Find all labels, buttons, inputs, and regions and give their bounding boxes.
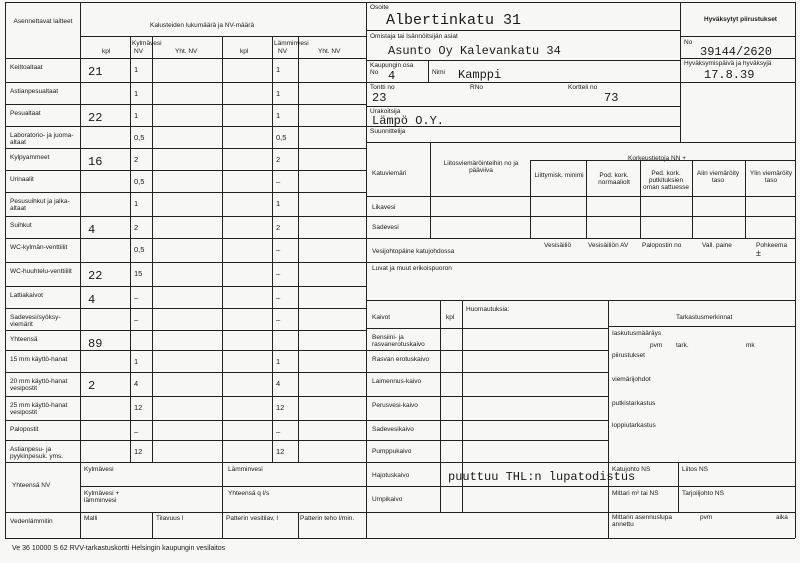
row-nv2: – [276, 269, 281, 278]
insp-item: loppiutarkastus [612, 422, 656, 429]
kaivot-label: Kaivot [372, 314, 391, 321]
wells-kpl-label: kpl [446, 314, 455, 321]
owner-label: Omistaja tai Isännöitsijän asiat [370, 33, 458, 40]
insp-item: Katujohto NS [612, 466, 651, 473]
cold-header: Kylmävesi [132, 40, 162, 47]
row-label: Palopostit [10, 426, 39, 433]
totals-cold-warm: Kylmävesi + lämminvesi [84, 490, 120, 504]
row-kpl: 89 [88, 337, 103, 351]
row-nv: 0,5 [134, 245, 145, 254]
yht-nv-header: Yht. NV [175, 48, 198, 55]
row-label: Kylpyammeet [10, 154, 50, 161]
likavesi-label: Likavesi [372, 204, 396, 211]
insp-item: Mittari m² tai NS [612, 490, 659, 497]
liitos-label: Liitosviemäröinteihin no ja pääviiva [443, 160, 519, 174]
row-nv: – [134, 427, 139, 436]
row-label: WC-huuhtelu-venttiilit [10, 268, 72, 275]
row-label: Lattiakaivot [10, 292, 43, 299]
liittymis-label: Liittymisk. minimi [534, 172, 584, 179]
row-label: Laboratorio- ja juoma-altaat [10, 132, 74, 146]
meter-malli: Malli [84, 515, 98, 522]
row-nv: 1 [134, 357, 139, 366]
row-nv2: 1 [276, 65, 281, 74]
approved-no: 39144/2620 [700, 45, 773, 59]
pvm-label: pvm [650, 342, 663, 349]
row-kpl: 22 [88, 269, 103, 283]
tark-label: tark. [676, 342, 689, 349]
row-nv2: 12 [276, 447, 285, 456]
insp-item: piirustukset [612, 352, 645, 359]
rno-label: RNo [470, 84, 484, 91]
meter-patterin-teho: Patterin teho l/min. [300, 515, 355, 522]
row-nv2: 1 [276, 199, 281, 208]
row-label: Yhteensä [10, 336, 38, 343]
row-kpl: 16 [88, 155, 103, 169]
row-nv2: 2 [276, 155, 281, 164]
vesisaliko-label: Vesisäiliö [544, 242, 572, 249]
lupat-label: Luvat ja muut erikoispuoron [372, 265, 452, 272]
row-kpl: 2 [88, 379, 96, 393]
district-no: 4 [388, 69, 396, 83]
owner-value: Asunto Oy Kalevankatu 34 [388, 44, 561, 58]
row-label: Suihkut [10, 222, 32, 229]
well-item: Sadevesikaivo [372, 426, 414, 433]
row-label: 25 mm käyttö-hanat vesipostit [10, 402, 68, 416]
vall-paine-label: Vall. paine [702, 242, 732, 249]
meter-tilavuus: Tilavuus l [156, 515, 184, 522]
totals-warm: Lämminvesi [228, 466, 263, 473]
totals-cold: Kylmävesi [84, 466, 114, 473]
row-nv: 2 [134, 155, 139, 164]
contractor-value: Lämpö O.Y. [372, 114, 445, 128]
well-item: Rasvan erotuskaivo [372, 356, 430, 363]
row-nv: – [134, 293, 139, 302]
row-label: Urinaalit [10, 176, 34, 183]
pvm2-label: pvm [700, 514, 713, 521]
supervisor-label: Suunnittelija [370, 128, 406, 135]
row-label: Pesusuihkut ja jalka-altaat [10, 198, 70, 212]
row-nv2: – [276, 245, 281, 254]
huom-label: Huomautuksia: [466, 306, 510, 313]
row-label: Astianpesu- ja pyykinpesuk. yms. [10, 446, 64, 460]
mk-label: mk [746, 342, 755, 349]
row-nv2: – [276, 177, 281, 186]
approved-date: 17.8.39 [704, 68, 755, 82]
contractor-label: Urakoitsija [370, 108, 401, 115]
row-nv2: – [276, 293, 281, 302]
row-nv: 0,5 [134, 177, 145, 186]
row-nv2: 1 [276, 111, 281, 120]
approved-title: Hyväksytyt piirustukset [704, 16, 777, 23]
nv2-header: NV [278, 48, 288, 55]
kpl2-header: kpl [240, 48, 249, 55]
row-nv2: 0,5 [276, 133, 287, 142]
ped-kork-label: Ped. kork. putkituksien oman sattuesse [643, 170, 689, 191]
fixture-counts-header: Kalusteiden lukumäärä ja NV-määrä [150, 22, 255, 29]
street-label: Osoite [370, 4, 389, 11]
meter-patterin-vesitilavuus: Patterin vesitilav, l [226, 515, 278, 522]
pm-mark: ± [756, 248, 761, 258]
palopostin-label: Palopostin no [642, 242, 682, 249]
warm-header: Lämminvesi [274, 40, 309, 47]
yht-nv2-header: Yht. NV [318, 48, 341, 55]
row-kpl: 4 [88, 293, 96, 307]
district-name-label: Nimi [432, 69, 445, 76]
footer: Ve 36 10000 S 62 RVV-tarkastuskortti Helsingin kaupungin vesilaitos [12, 545, 226, 552]
row-nv2: – [276, 315, 281, 324]
tarjoiljohto-label: Tarjoiljohto NS [682, 490, 724, 497]
row-nv: 2 [134, 223, 139, 232]
district-no-label: No [370, 69, 379, 76]
row-nv: 12 [134, 403, 143, 412]
well-item: Perusvesi-kaivo [372, 402, 418, 409]
hajotus-note: puuttuu THL:n lupatodistus [448, 470, 636, 484]
tarkastus-label: Tarkastusmerkinnat [676, 314, 733, 321]
totals-total: Yhteensä q l/s [228, 490, 270, 497]
insp-item: Iaskutusmääräys [612, 330, 662, 337]
row-nv: 15 [134, 269, 143, 278]
row-label: Pesualtaat [10, 110, 41, 117]
row-nv: 1 [134, 65, 139, 74]
room-types-header: Asennettavat laitteet [13, 18, 73, 25]
vesijohto-label: Vesijohtopäine katujohdossa [372, 248, 455, 255]
well-item: Pumppukaivo [372, 448, 412, 455]
pohj-label: Pod. kork. normaaliolt [598, 172, 630, 186]
row-nv2: – [276, 427, 281, 436]
district-label: Kaupungin osa [370, 62, 414, 69]
approved-no-label: No [684, 39, 693, 46]
nv-header: NV [134, 48, 144, 55]
well-item: Hajotuskaivo [372, 472, 410, 479]
street-value: Albertinkatu 31 [386, 12, 522, 29]
well-item: Umpikaivo [372, 496, 403, 503]
insp-item: Mittarin asennuslupa annettu [612, 514, 672, 528]
row-label: Sadevesi/syöksy-viemärit [10, 314, 61, 328]
row-nv2: 4 [276, 379, 281, 388]
row-label: Keittoaltaat [10, 64, 43, 71]
row-nv2: 2 [276, 223, 281, 232]
liitos-ns-label: Liitos NS [682, 466, 709, 473]
approved-date-label: Hyväksymispäivä ja hyväksyjä [684, 60, 772, 67]
row-label: Astianpesualtaat [10, 88, 59, 95]
row-nv: 0,5 [134, 133, 145, 142]
row-kpl: 4 [88, 223, 96, 237]
row-nv: 1 [134, 111, 139, 120]
row-kpl: 21 [88, 65, 103, 79]
katuviemari-label: Katuviemäri [372, 170, 407, 177]
sadevesi-label: Sadevesi [372, 224, 399, 231]
row-label: 20 mm käyttö-hanat vesipostit [10, 378, 68, 392]
aika-label: aika [776, 514, 788, 521]
row-nv2: 1 [276, 89, 281, 98]
row-nv: 1 [134, 89, 139, 98]
kortteli-value: 73 [604, 91, 619, 105]
korkeus-label: Korkeustietoja NN + [628, 155, 686, 162]
row-nv2: 12 [276, 403, 285, 412]
row-label: WC-kylmän-venttiilit [10, 244, 68, 251]
row-label: 15 mm käyttö-hanat [10, 356, 68, 363]
row-kpl: 22 [88, 111, 103, 125]
kortteli-label: Kortteli no [568, 84, 598, 91]
vesisaliko-av-label: Vesisäiliön AV [588, 242, 629, 249]
insp-item: viemärijohdot [612, 376, 651, 383]
alin-label: Alin viemäröity taso [696, 170, 740, 184]
row-nv2: 1 [276, 357, 281, 366]
row-nv: 1 [134, 199, 139, 208]
block-value: 23 [372, 91, 387, 105]
meter-label: Vedenlämmitin [10, 518, 53, 525]
totals-label: Yhteensä NV [12, 482, 51, 489]
district-name: Kamppi [458, 68, 502, 82]
pohkama-label: Pohkeema [756, 242, 788, 249]
well-item: Laimennus-kaivo [372, 378, 422, 385]
insp-item: putkistarkastus [612, 400, 656, 407]
ylin-label: Ylin viemäröity taso [749, 170, 793, 184]
well-item: Bensiini- ja rasvanerotuskaivo [372, 334, 425, 348]
row-nv: 4 [134, 379, 139, 388]
block-label: Tontti no [370, 84, 395, 91]
kpl-header: kpl [102, 48, 111, 55]
row-nv: – [134, 315, 139, 324]
row-nv: 12 [134, 447, 143, 456]
